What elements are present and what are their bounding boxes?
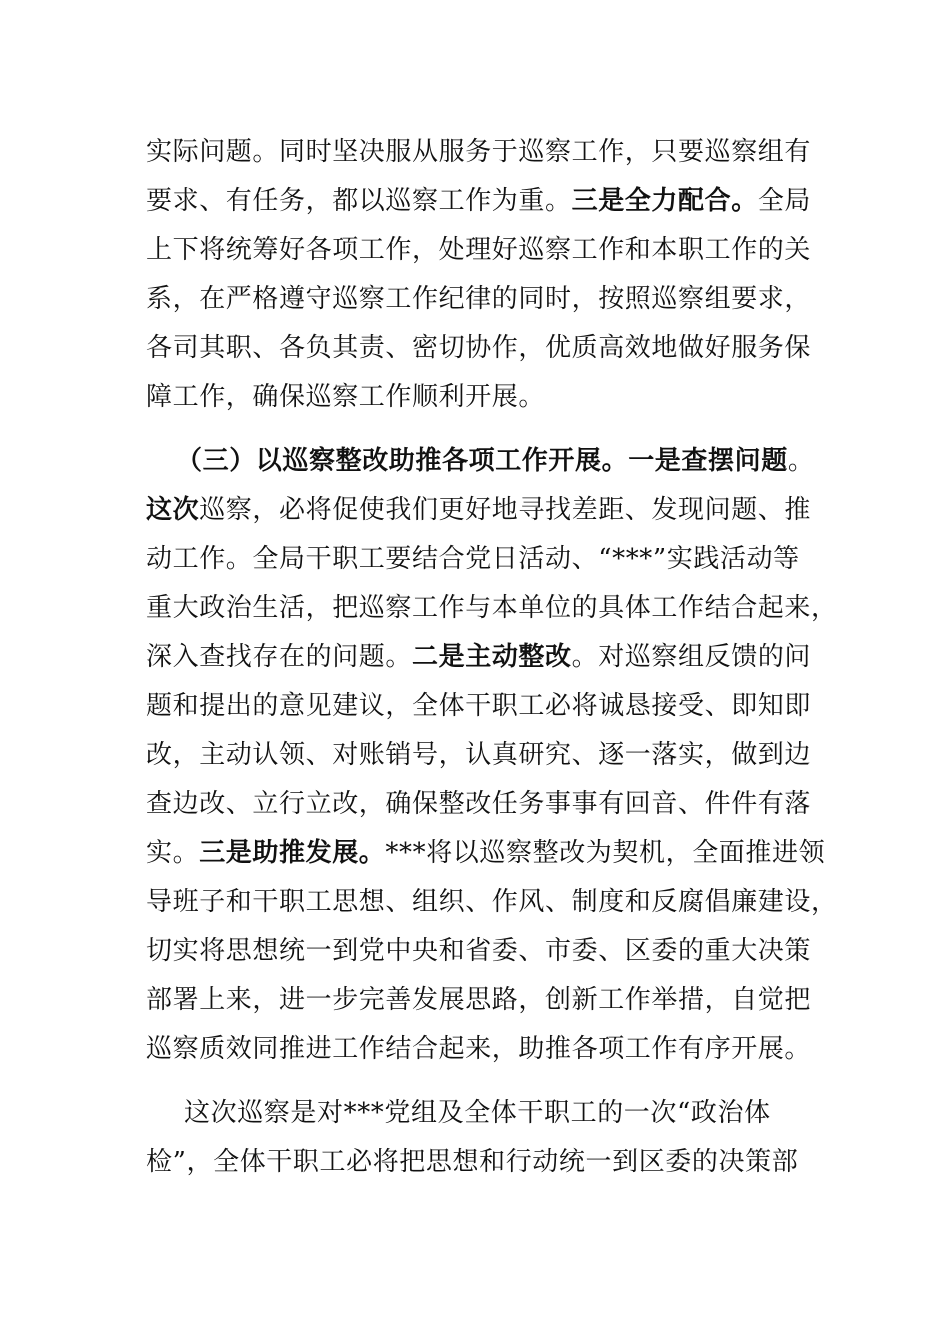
- text-run: 要求、有任务，都以巡察工作为重。: [146, 186, 572, 216]
- text-run: 巡察，必将促使我们更好地寻找差距、发现问题、推: [199, 495, 812, 525]
- paragraph-cooperation: [146, 128, 812, 422]
- text-line: [146, 927, 812, 976]
- text-line: [146, 829, 826, 878]
- text-line: [146, 1138, 806, 1187]
- text-run: 。对巡察组反馈的问: [571, 642, 812, 672]
- text-run: 查边改、立行立改，确保整改任务事事有回音、件件有落: [146, 789, 812, 819]
- text-run: 巡察质效同推进工作结合起来，助推各项工作有序开展。: [146, 1034, 812, 1064]
- bold-heading: 二是主动整改: [412, 642, 572, 672]
- paragraph-rectification: [146, 437, 838, 1074]
- text-run: 改，主动认领、对账销号，认真研究、逐一落实，做到边: [146, 740, 812, 770]
- text-line: [146, 128, 812, 177]
- text-line: [146, 486, 812, 535]
- bold-heading: 三是助推发展。: [199, 838, 386, 868]
- text-line: [146, 878, 838, 927]
- text-line: [146, 373, 806, 422]
- text-line: [146, 780, 812, 829]
- text-run: 题和提出的意见建议，全体干职工必将诚恳接受、即知即: [146, 691, 812, 721]
- bold-heading: 三是全力配合。: [571, 186, 758, 216]
- section-heading: （三）以巡察整改助推各项工作开展。一是查摆问题: [176, 446, 788, 476]
- text-line: [146, 682, 812, 731]
- text-run: 这次巡察是对***党组及全体干职工的一次“政治体: [184, 1098, 771, 1128]
- text-run: 部署上来，进一步完善发展思路，创新工作举措，自觉把: [146, 985, 812, 1015]
- text-run: 实。: [146, 838, 200, 868]
- text-line: [146, 437, 815, 486]
- text-run: 检”，全体干职工必将把思想和行动统一到区委的决策部: [146, 1147, 799, 1177]
- text-run: 导班子和干职工思想、组织、作风、制度和反腐倡廉建设，: [146, 887, 838, 917]
- text-run: ***将以巡察整改为契机，全面推进领: [385, 838, 826, 868]
- text-line: [146, 1089, 806, 1138]
- text-run: 。: [787, 446, 815, 476]
- text-line: [146, 976, 812, 1025]
- text-run: 实际问题。同时坚决服从服务于巡察工作，只要巡察组有: [146, 137, 812, 167]
- text-line: [146, 1025, 812, 1074]
- text-run: 深入查找存在的问题。: [146, 642, 413, 672]
- text-line: [146, 177, 812, 226]
- text-run: 系，在严格遵守巡察工作纪律的同时，按照巡察组要求，: [146, 284, 812, 314]
- text-run: 障工作，确保巡察工作顺利开展。: [146, 382, 546, 412]
- text-line: [146, 324, 812, 373]
- text-line: [146, 731, 812, 780]
- text-run: 全局: [757, 186, 812, 216]
- text-line: [146, 535, 806, 584]
- document-body: [146, 128, 838, 1187]
- bold-heading: 这次: [146, 495, 200, 525]
- text-run: 上下将统筹好各项工作，处理好巡察工作和本职工作的关: [146, 235, 812, 265]
- text-line: [146, 226, 812, 275]
- paragraph-conclusion: [146, 1089, 806, 1187]
- text-line: [146, 584, 838, 633]
- text-line: [146, 275, 812, 324]
- text-run: 各司其职、各负其责、密切协作，优质高效地做好服务保: [146, 333, 812, 363]
- text-run: 动工作。全局干职工要结合党日活动、“***”实践活动等: [146, 544, 800, 574]
- text-run: 重大政治生活，把巡察工作与本单位的具体工作结合起来，: [146, 593, 838, 623]
- text-line: [146, 633, 812, 682]
- text-run: 切实将思想统一到党中央和省委、市委、区委的重大决策: [146, 936, 812, 966]
